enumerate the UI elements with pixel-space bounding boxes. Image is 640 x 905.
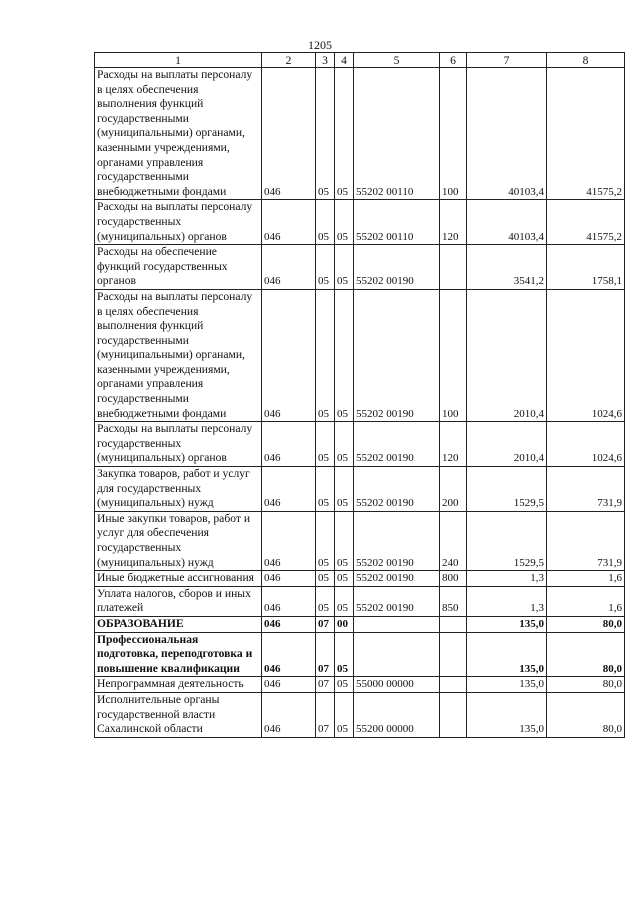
target-article-cell: 55202 00190 (354, 422, 440, 467)
target-article-cell: 55202 00190 (354, 586, 440, 616)
column-header: 8 (547, 53, 625, 68)
expense-type-cell: 800 (440, 571, 467, 587)
expense-type-cell: 120 (440, 422, 467, 467)
column-header: 4 (335, 53, 354, 68)
expense-type-cell: 100 (440, 68, 467, 200)
expense-type-cell (440, 692, 467, 737)
row-name-cell: Иные бюджетные ассигнования (95, 571, 262, 587)
admin-code-cell: 046 (262, 692, 316, 737)
amount-year1-cell: 1,3 (467, 586, 547, 616)
table-row (95, 467, 625, 512)
budget-table-body (95, 68, 625, 738)
section-code-cell: 05 (316, 68, 335, 200)
amount-year2-cell: 41575,2 (547, 68, 625, 200)
section-code-cell: 07 (316, 677, 335, 693)
target-article-cell: 55202 00110 (354, 200, 440, 245)
section-code-cell: 07 (316, 692, 335, 737)
admin-code-cell: 046 (262, 68, 316, 200)
subsection-code-cell: 05 (335, 571, 354, 587)
table-row (95, 68, 625, 200)
row-name-cell: ОБРАЗОВАНИЕ (95, 616, 262, 632)
amount-year1-cell: 1529,5 (467, 511, 547, 570)
target-article-cell: 55202 00190 (354, 467, 440, 512)
section-code-cell: 05 (316, 245, 335, 290)
amount-year1-cell: 2010,4 (467, 422, 547, 467)
row-name-cell: Иные закупки товаров, работ и услуг для обеспечения государственных (муниципальных) нужд (95, 511, 262, 570)
page-number: 1205 (308, 38, 332, 52)
amount-year1-cell: 135,0 (467, 632, 547, 677)
amount-year1-cell: 1529,5 (467, 467, 547, 512)
amount-year1-cell: 40103,4 (467, 68, 547, 200)
column-header: 6 (440, 53, 467, 68)
amount-year2-cell: 1024,6 (547, 422, 625, 467)
expense-type-cell (440, 616, 467, 632)
section-code-cell: 07 (316, 632, 335, 677)
amount-year2-cell: 1,6 (547, 571, 625, 587)
admin-code-cell: 046 (262, 571, 316, 587)
subsection-code-cell: 05 (335, 467, 354, 512)
subsection-code-cell: 05 (335, 289, 354, 421)
section-code-cell: 05 (316, 467, 335, 512)
subsection-code-cell: 05 (335, 245, 354, 290)
row-name-cell: Уплата налогов, сборов и иных платежей (95, 586, 262, 616)
section-code-cell: 07 (316, 616, 335, 632)
expense-type-cell (440, 677, 467, 693)
admin-code-cell: 046 (262, 586, 316, 616)
table-row (95, 571, 625, 587)
subsection-code-cell: 05 (335, 677, 354, 693)
admin-code-cell: 046 (262, 632, 316, 677)
subsection-code-cell: 05 (335, 511, 354, 570)
target-article-cell: 55200 00000 (354, 692, 440, 737)
amount-year1-cell: 40103,4 (467, 200, 547, 245)
column-header: 1 (95, 53, 262, 68)
table-row (95, 616, 625, 632)
row-name-cell: Закупка товаров, работ и услуг для государственных (муниципальных) нужд (95, 467, 262, 512)
row-name-cell: Расходы на выплаты персоналу государственных (муниципальных) органов (95, 200, 262, 245)
target-article-cell (354, 632, 440, 677)
table-row (95, 289, 625, 421)
section-code-cell: 05 (316, 422, 335, 467)
section-code-cell: 05 (316, 511, 335, 570)
amount-year2-cell: 80,0 (547, 677, 625, 693)
column-header: 5 (354, 53, 440, 68)
amount-year2-cell: 1024,6 (547, 289, 625, 421)
amount-year2-cell: 1,6 (547, 586, 625, 616)
table-row (95, 245, 625, 290)
target-article-cell: 55000 00000 (354, 677, 440, 693)
admin-code-cell: 046 (262, 677, 316, 693)
subsection-code-cell: 05 (335, 200, 354, 245)
subsection-code-cell: 05 (335, 68, 354, 200)
expense-type-cell: 120 (440, 200, 467, 245)
amount-year1-cell: 2010,4 (467, 289, 547, 421)
admin-code-cell: 046 (262, 200, 316, 245)
row-name-cell: Непрограммная деятельность (95, 677, 262, 693)
expense-type-cell: 100 (440, 289, 467, 421)
admin-code-cell: 046 (262, 422, 316, 467)
admin-code-cell: 046 (262, 511, 316, 570)
admin-code-cell: 046 (262, 616, 316, 632)
row-name-cell: Исполнительные органы государственной власти Сахалинской области (95, 692, 262, 737)
amount-year2-cell: 1758,1 (547, 245, 625, 290)
target-article-cell: 55202 00190 (354, 571, 440, 587)
section-code-cell: 05 (316, 571, 335, 587)
column-header: 2 (262, 53, 316, 68)
section-code-cell: 05 (316, 289, 335, 421)
column-header: 3 (316, 53, 335, 68)
section-code-cell: 05 (316, 200, 335, 245)
table-row (95, 200, 625, 245)
table-row (95, 632, 625, 677)
target-article-cell: 55202 00110 (354, 68, 440, 200)
target-article-cell (354, 616, 440, 632)
subsection-code-cell: 00 (335, 616, 354, 632)
table-row (95, 511, 625, 570)
amount-year2-cell: 731,9 (547, 467, 625, 512)
subsection-code-cell: 05 (335, 422, 354, 467)
expense-type-cell: 850 (440, 586, 467, 616)
amount-year1-cell: 135,0 (467, 677, 547, 693)
target-article-cell: 55202 00190 (354, 511, 440, 570)
row-name-cell: Профессиональная подготовка, переподготовка и повышение квалификации (95, 632, 262, 677)
amount-year1-cell: 3541,2 (467, 245, 547, 290)
amount-year2-cell: 41575,2 (547, 200, 625, 245)
row-name-cell: Расходы на обеспечение функций государственных органов (95, 245, 262, 290)
table-row (95, 677, 625, 693)
expense-type-cell (440, 632, 467, 677)
table-row (95, 586, 625, 616)
amount-year2-cell: 80,0 (547, 632, 625, 677)
amount-year1-cell: 1,3 (467, 571, 547, 587)
amount-year1-cell: 135,0 (467, 616, 547, 632)
row-name-cell: Расходы на выплаты персоналу в целях обеспечения выполнения функций государственными (муниципальными) органами, казенными учреждениями, органами управления государственными внебюджетными фондами (95, 68, 262, 200)
table-row (95, 422, 625, 467)
expense-type-cell (440, 245, 467, 290)
column-header: 7 (467, 53, 547, 68)
header-row (95, 53, 625, 68)
admin-code-cell: 046 (262, 289, 316, 421)
target-article-cell: 55202 00190 (354, 245, 440, 290)
row-name-cell: Расходы на выплаты персоналу в целях обеспечения выполнения функций государственными (муниципальными) органами, казенными учреждениями, органами управления государственными внебюджетными фондами (95, 289, 262, 421)
subsection-code-cell: 05 (335, 586, 354, 616)
table-row (95, 692, 625, 737)
section-code-cell: 05 (316, 586, 335, 616)
subsection-code-cell: 05 (335, 632, 354, 677)
row-name-cell: Расходы на выплаты персоналу государственных (муниципальных) органов (95, 422, 262, 467)
expense-type-cell: 240 (440, 511, 467, 570)
admin-code-cell: 046 (262, 467, 316, 512)
amount-year1-cell: 135,0 (467, 692, 547, 737)
expense-type-cell: 200 (440, 467, 467, 512)
amount-year2-cell: 731,9 (547, 511, 625, 570)
amount-year2-cell: 80,0 (547, 692, 625, 737)
admin-code-cell: 046 (262, 245, 316, 290)
target-article-cell: 55202 00190 (354, 289, 440, 421)
amount-year2-cell: 80,0 (547, 616, 625, 632)
subsection-code-cell: 05 (335, 692, 354, 737)
budget-table (94, 52, 625, 738)
